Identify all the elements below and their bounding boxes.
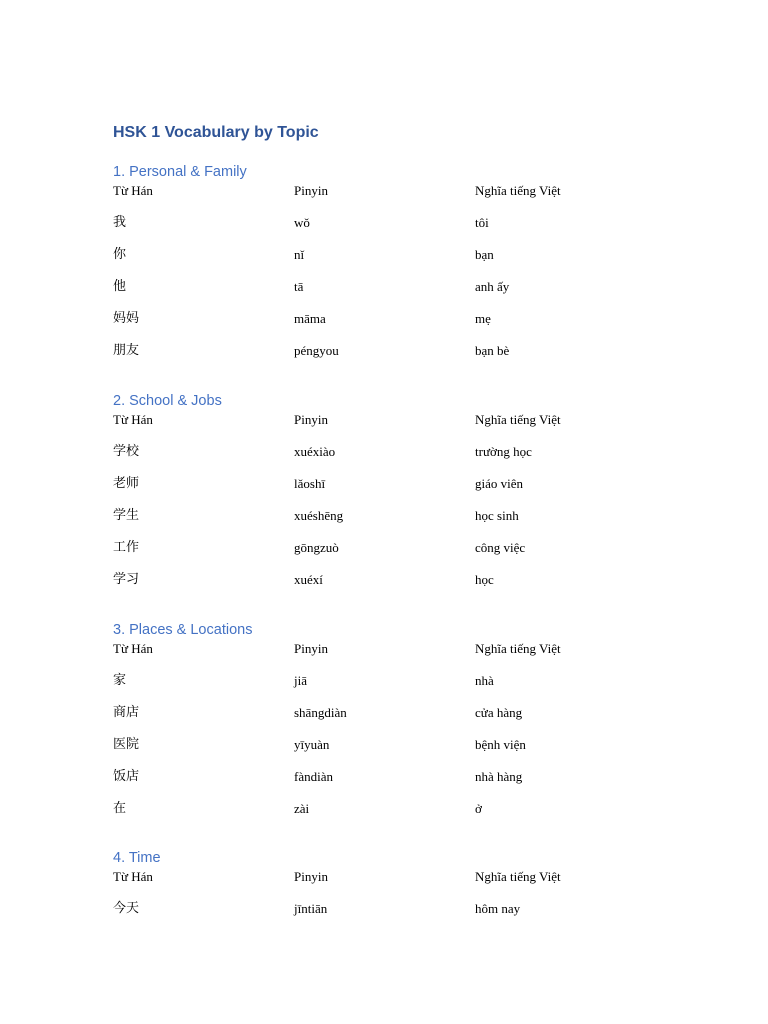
pinyin-cell: xuéxiào [294,444,336,459]
pinyin-cell: nǐ [294,247,305,262]
meaning-cell: anh ấy [475,279,510,294]
pinyin-cell: māma [294,311,326,326]
column-header-meaning: Nghĩa tiếng Việt [475,869,561,884]
pinyin-cell: péngyou [294,343,339,358]
pinyin-cell: yīyuàn [294,737,330,752]
hanzi-cell: 妈妈 [113,311,140,326]
hanzi-cell: 老师 [113,476,140,491]
hanzi-cell: 工作 [113,540,140,555]
document-title: HSK 1 Vocabulary by Topic [113,124,319,141]
meaning-cell: nhà [475,673,494,688]
section-places-locations [113,619,713,833]
hanzi-cell: 朋友 [113,343,140,358]
column-header-row [113,869,713,901]
vocab-row [113,737,713,769]
hanzi-cell: 商店 [113,705,140,720]
vocab-row [113,476,713,508]
hanzi-cell: 我 [113,215,127,230]
section-heading: 3. Places & Locations [113,622,253,638]
column-header-meaning: Nghĩa tiếng Việt [475,412,561,427]
section-personal-family [113,161,713,375]
vocab-row [113,247,713,279]
meaning-cell: cửa hàng [475,705,523,720]
vocab-row [113,769,713,801]
pinyin-cell: tā [294,279,304,294]
vocab-row [113,279,713,311]
hanzi-cell: 学习 [113,572,140,587]
meaning-cell: hôm nay [475,901,521,916]
pinyin-cell: gōngzuò [294,540,339,555]
vocab-row [113,673,713,705]
hanzi-cell: 饭店 [113,769,140,784]
hanzi-cell: 你 [113,247,127,262]
hanzi-cell: 今天 [113,901,140,916]
pinyin-cell: xuéshēng [294,508,344,523]
hanzi-cell: 学生 [113,508,140,523]
hanzi-cell: 医院 [113,737,140,752]
column-header-meaning: Nghĩa tiếng Việt [475,641,561,656]
pinyin-cell: xuéxí [294,572,323,587]
column-header-hanzi: Từ Hán [113,869,153,884]
column-header-pinyin: Pinyin [294,183,328,198]
pinyin-cell: fàndiàn [294,769,333,784]
pinyin-cell: jiā [294,673,307,688]
meaning-cell: học sinh [475,508,519,523]
hanzi-cell: 家 [113,673,127,688]
column-header-row [113,641,713,673]
section-heading: 2. School & Jobs [113,393,222,409]
column-header-meaning: Nghĩa tiếng Việt [475,183,561,198]
meaning-cell: bạn bè [475,343,510,358]
column-header-pinyin: Pinyin [294,641,328,656]
column-header-hanzi: Từ Hán [113,641,153,656]
vocab-row [113,508,713,540]
column-header-hanzi: Từ Hán [113,183,153,198]
vocab-row [113,215,713,247]
meaning-cell: bạn [475,247,494,262]
column-header-row [113,183,713,215]
column-header-row [113,412,713,444]
vocab-row [113,705,713,737]
meaning-cell: bệnh viện [475,737,526,752]
hanzi-cell: 在 [113,801,127,816]
meaning-cell: ở [475,801,482,816]
section-school-jobs [113,390,713,604]
meaning-cell: tôi [475,215,489,230]
meaning-cell: công việc [475,540,526,555]
vocab-row [113,311,713,343]
meaning-cell: nhà hàng [475,769,523,784]
pinyin-cell: jīntiān [294,901,328,916]
section-time [113,847,713,933]
column-header-pinyin: Pinyin [294,869,328,884]
vocab-row [113,801,713,833]
hanzi-cell: 他 [113,279,127,294]
meaning-cell: giáo viên [475,476,524,491]
section-heading: 4. Time [113,850,161,866]
section-heading: 1. Personal & Family [113,164,247,180]
hanzi-cell: 学校 [113,444,140,459]
column-header-hanzi: Từ Hán [113,412,153,427]
pinyin-cell: lǎoshī [294,476,326,491]
meaning-cell: mẹ [475,311,491,326]
vocab-row [113,572,713,604]
vocab-row [113,444,713,476]
pinyin-cell: wǒ [294,215,310,230]
vocab-row [113,540,713,572]
pinyin-cell: zài [294,801,310,816]
vocab-row [113,343,713,375]
column-header-pinyin: Pinyin [294,412,328,427]
meaning-cell: trường học [475,444,532,459]
pinyin-cell: shāngdiàn [294,705,347,720]
vocab-row [113,901,713,933]
meaning-cell: học [475,572,494,587]
